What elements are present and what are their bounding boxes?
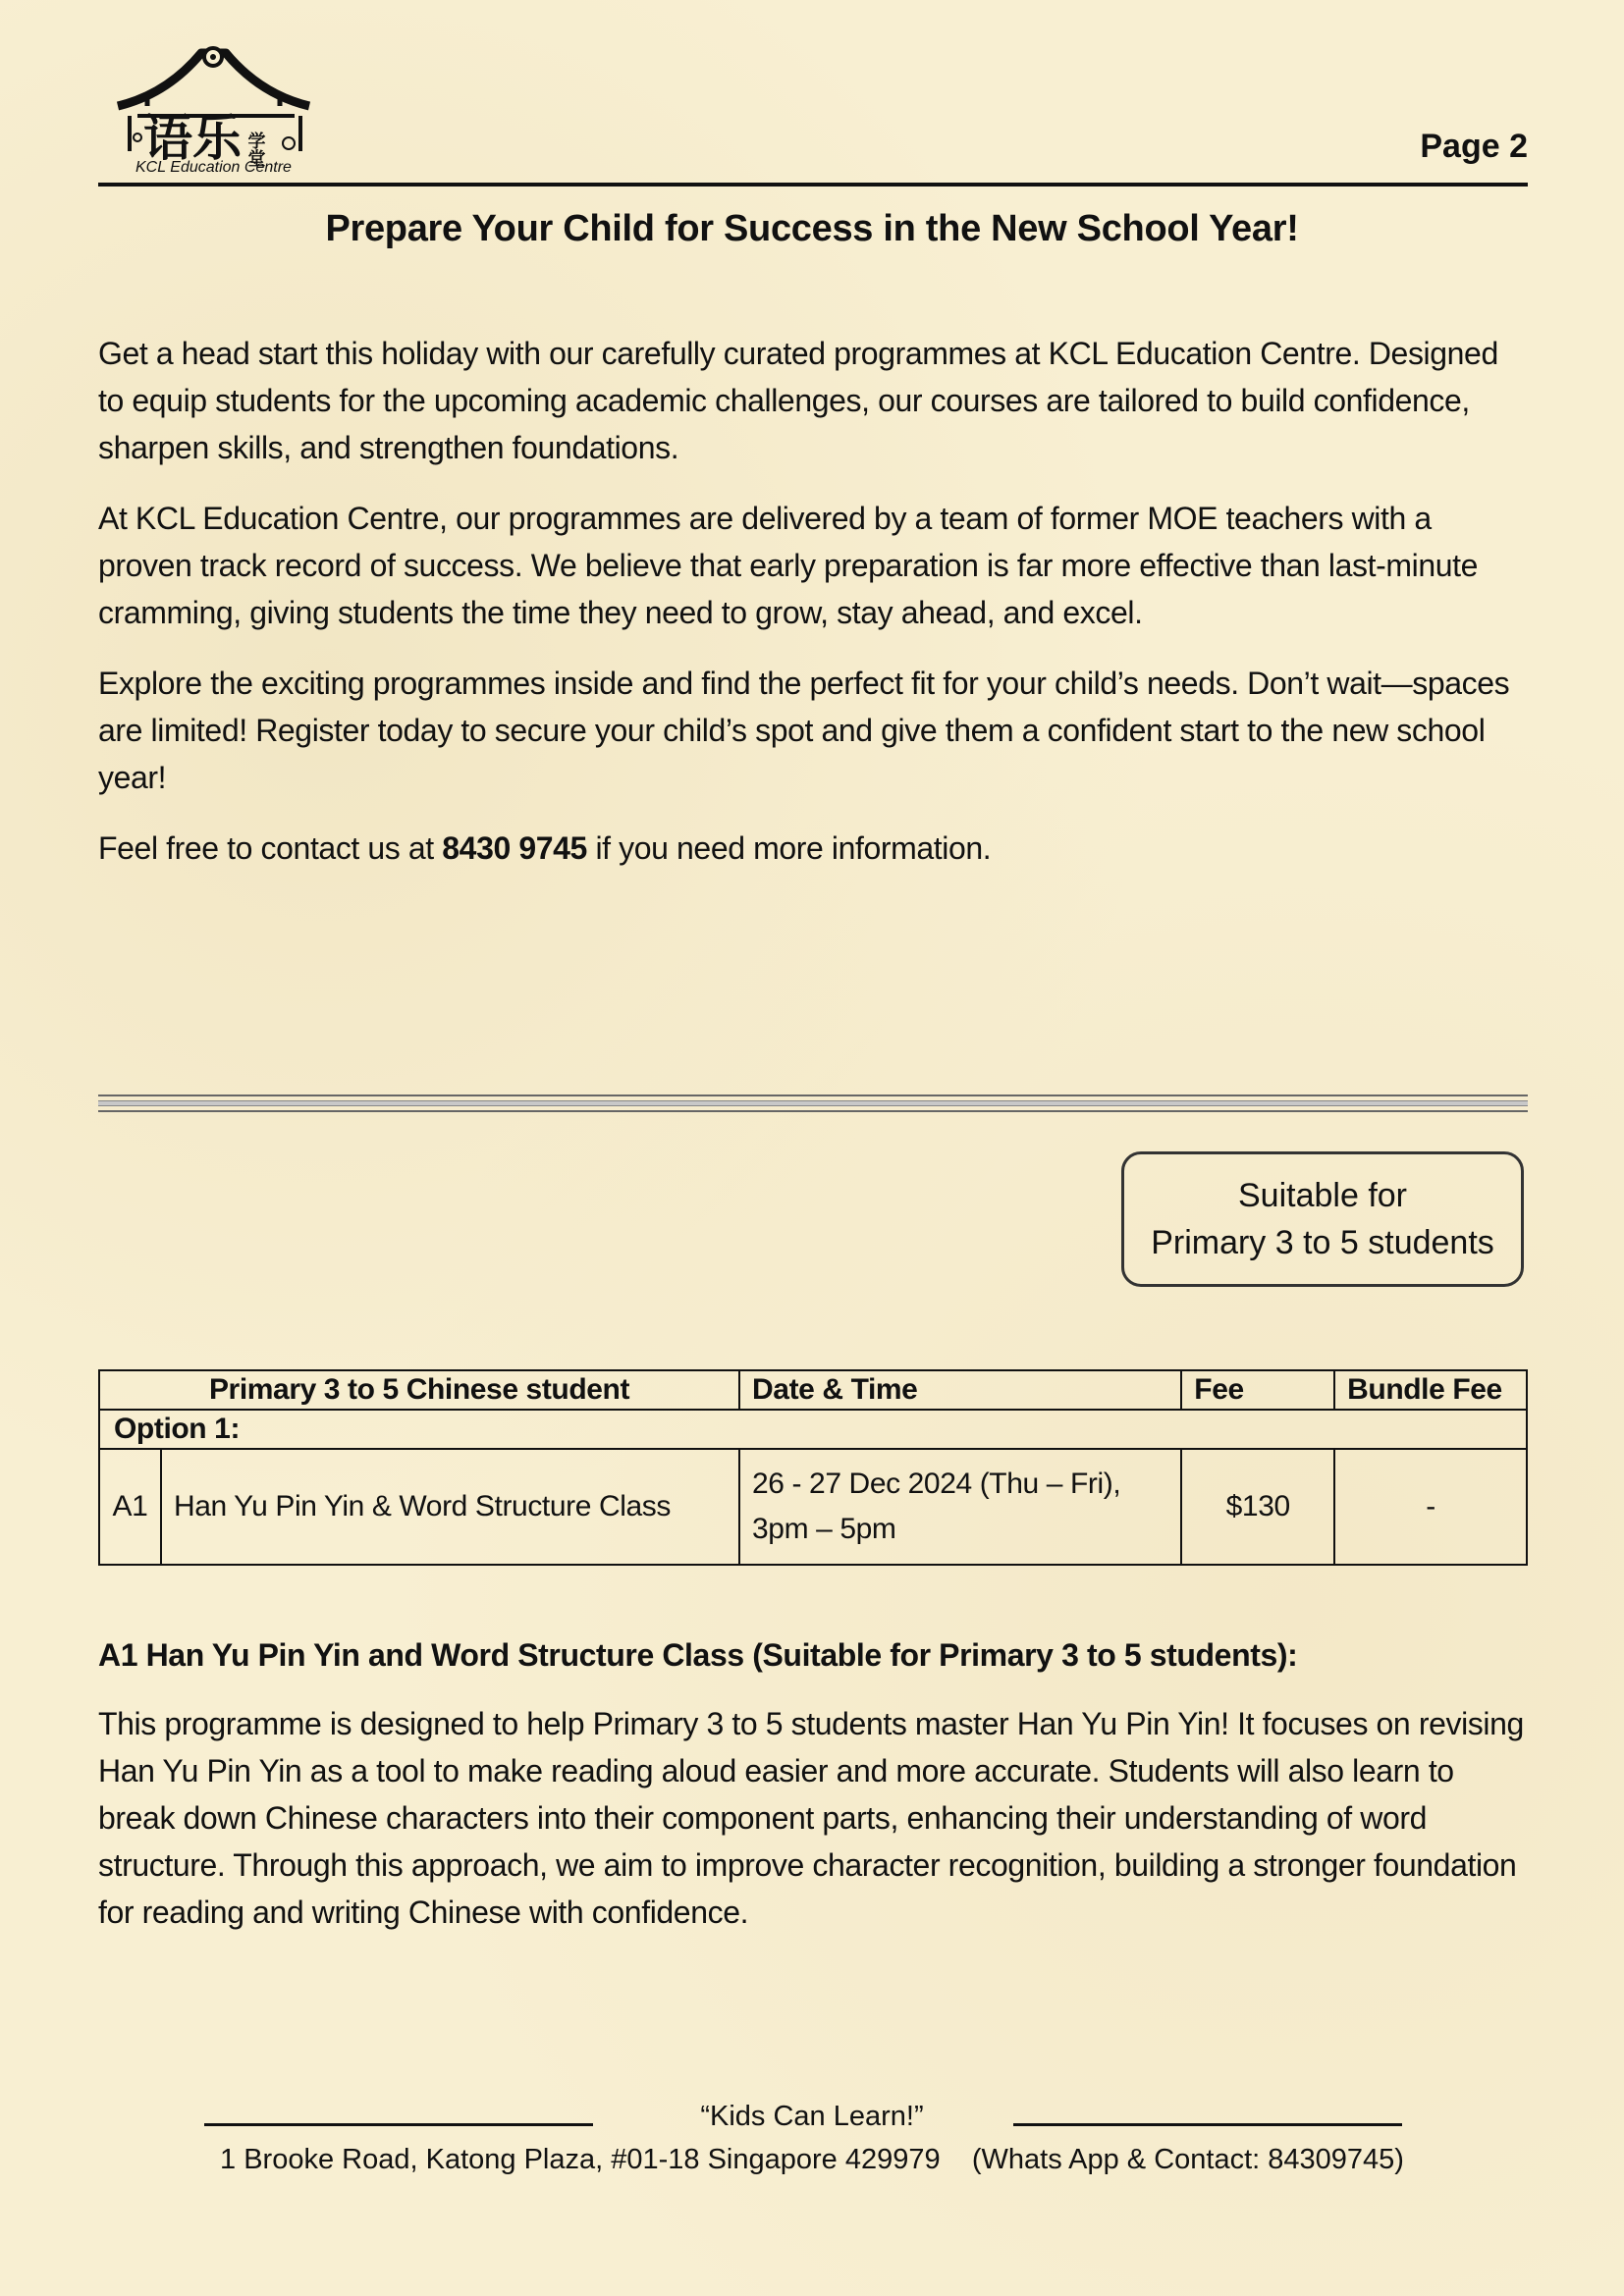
contact-suffix: if you need more information. [586,830,992,866]
intro-text [98,330,1532,895]
intro-paragraph-3: Explore the exciting programmes inside and find the perfect fit for your child’s needs. Don’t wait—spaces are limited! Register today to secure your child’s spot and give them a confident start to the new school year! [98,666,1510,795]
header-fee: Fee [1181,1370,1334,1410]
contact-paragraph [98,825,1532,872]
table-row [99,1449,1527,1565]
header-bundle-fee: Bundle Fee [1334,1370,1527,1410]
row-fee: $130 [1181,1449,1334,1565]
intro-paragraph-1: Get a head start this holiday with our carefully curated programmes at KCL Education Centre. Designed to equip students for the upcoming academic challenges, our courses are tailored to build confidence, sharpen skills, and strengthen foundations. [98,336,1498,465]
logo-caption: KCL Education Centre [135,159,292,176]
contact-prefix: Feel free to contact us at [98,830,443,866]
option-label: Option 1: [99,1410,1527,1449]
header-rule [98,183,1528,187]
row-class-name: Han Yu Pin Yin & Word Structure Class [161,1449,739,1565]
programme-table [98,1369,1528,1566]
footer-address: 1 Brooke Road, Katong Plaza, #01-18 Singapore 429979 (Whats App & Contact: 84309745) [220,2144,1404,2175]
footer-motto: “Kids Can Learn!” [700,2101,924,2132]
table-header-row [99,1370,1527,1410]
row-date-line-2: 3pm – 5pm [752,1513,896,1545]
suitable-for-box [1121,1151,1524,1287]
row-bundle-fee: - [1334,1449,1527,1565]
logo-side-glyphs: 学堂 [244,132,266,167]
row-date-line-1: 26 - 27 Dec 2024 (Thu – Fri), [752,1468,1121,1500]
logo-main-glyphs: 语乐 [143,110,242,167]
a1-heading: A1 Han Yu Pin Yin and Word Structure Class (Suitable for Primary 3 to 5 students): [98,1637,1298,1673]
row-code: A1 [99,1449,161,1565]
header-programme: Primary 3 to 5 Chinese student [99,1370,739,1410]
page-number: Page 2 [1420,128,1528,165]
kcl-logo [108,35,319,183]
intro-paragraph-2: At KCL Education Centre, our programmes are delivered by a team of former MOE teachers with a proven track record of success. We believe that early preparation is far more effective than last-minute cramming, giving students the time they need to grow, stay ahead, and excel. [98,501,1479,630]
suitable-line-1: Suitable for [1238,1177,1407,1214]
a1-description: This programme is designed to help Primary 3 to 5 students master Han Yu Pin Yin! It focuses on revising Han Yu Pin Yin as a tool to make reading aloud easier and more accurate. Students will also learn to break down Chinese characters into their component parts, enhancing their understanding of word structure. Through this approach, we aim to improve character recognition, building a stronger foundation for reading and writing Chinese with confidence. [98,1706,1524,1930]
suitable-line-2: Primary 3 to 5 students [1151,1224,1494,1261]
row-date-time [739,1449,1181,1565]
option-row [99,1410,1527,1449]
header-date-time: Date & Time [739,1370,1181,1410]
section-divider [98,1095,1528,1112]
contact-number: 8430 9745 [442,830,587,866]
page-title: Prepare Your Child for Success in the New School Year! [325,208,1299,249]
